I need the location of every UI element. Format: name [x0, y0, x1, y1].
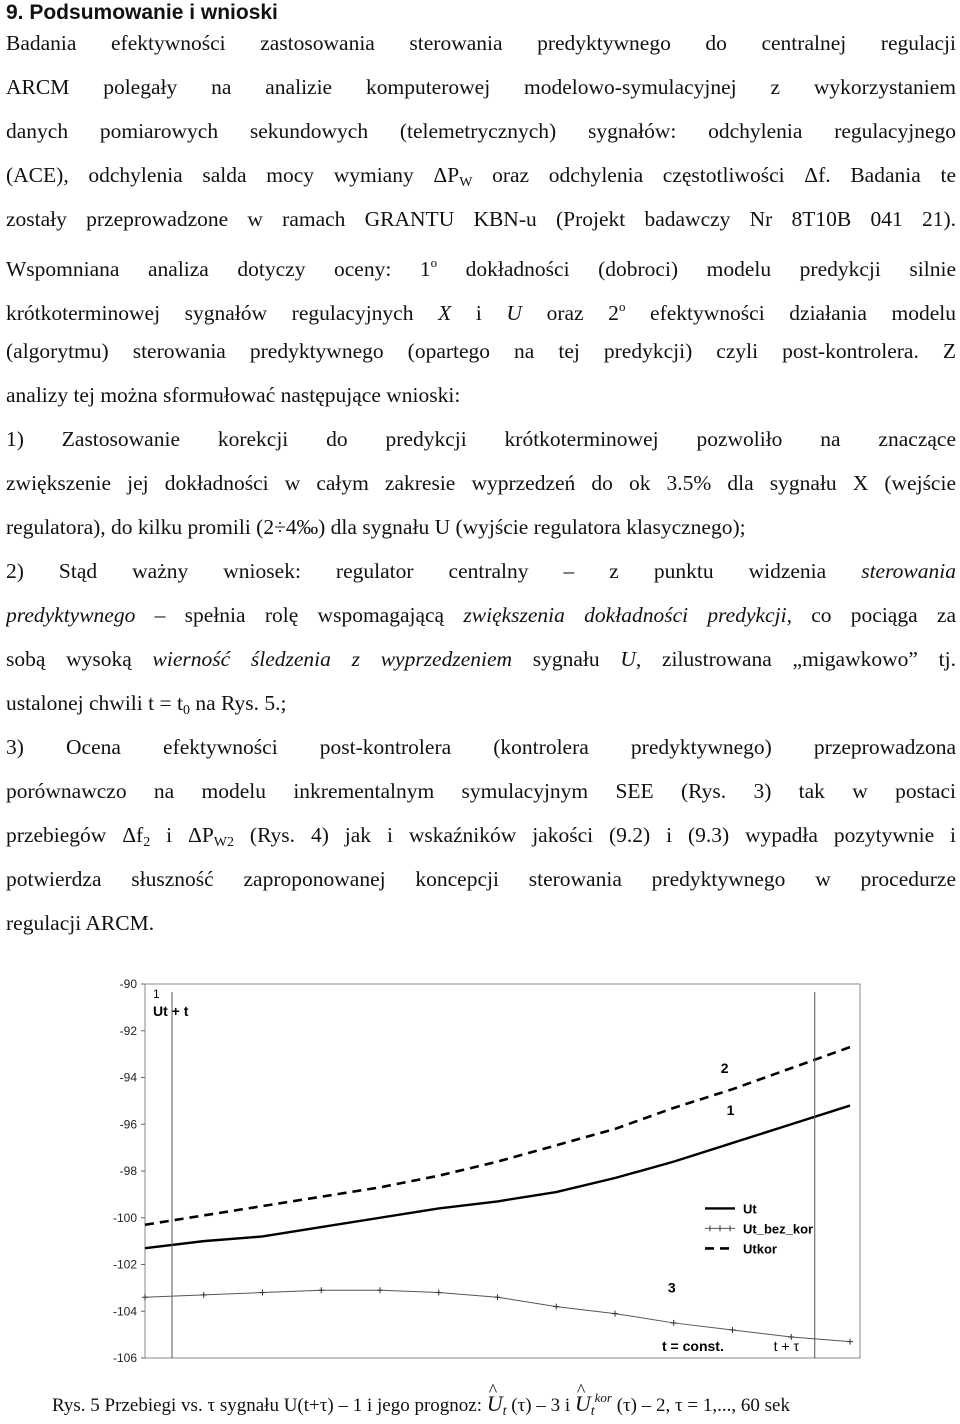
chart-annotation: 2: [720, 1059, 729, 1076]
chart-annotation: Ut + t: [153, 1003, 189, 1019]
chart-annotation: t = const.: [662, 1337, 724, 1354]
text-line: ARCM polegały na analizie komputerowej modelowo-symulacyjnej z wykorzystaniem: [6, 75, 956, 99]
chart-annotation: 1: [153, 987, 160, 1001]
text-line: regulatora), do kilku promili (2÷4‰) dla sygnału U (wyjście regulatora klasycznego);: [6, 515, 746, 539]
text-line: (ACE), odchylenia salda mocy wymiany $\Delta P_W$ oraz odchylenia częstotliwości Δf. Badania te: [6, 163, 956, 190]
plot-area: [145, 984, 860, 1358]
y-tick-label: -98: [119, 1164, 137, 1178]
chart-annotation: t + τ: [773, 1337, 799, 1354]
text-line: Badania efektywności zastosowania sterowania predyktywnego do centralnej regulacji: [6, 31, 956, 55]
y-tick-label: -96: [119, 1117, 137, 1132]
section-title: 9. Podsumowanie i wnioski: [6, 1, 278, 24]
list-item-1: 1) Zastosowanie korekcji do predykcji krótkoterminowej pozwoliło na znaczące: [6, 427, 956, 451]
paragraph-intro: [6, 21, 956, 945]
y-tick-label: -100: [112, 1210, 137, 1225]
y-tick-label: -92: [119, 1023, 137, 1038]
text-line: analizy tej można sformułować następujące wnioski:: [6, 383, 461, 407]
text-line: zwiększenie jej dokładności w całym zakresie wyprzedzeń do ok 3.5% dla sygnału X (wejście: [6, 471, 956, 495]
list-item-3: 3) Ocena efektywności post-kontrolera (kontrolera predyktywnego) przeprowadzona: [6, 735, 956, 759]
text-line: potwierdza słuszność zaproponowanej koncepcji sterowania predyktywnego w procedurze: [6, 867, 956, 891]
list-item-2: 2) Stąd ważny wniosek: regulator centralny – z punktu widzenia sterowania: [6, 559, 956, 583]
text-line: predyktywnego – spełnia rolę wspomagającą zwiększenia dokładności predykcji, co pociąga za: [6, 603, 956, 627]
chart-svg: [90, 968, 870, 1368]
text-line: przebiegów $\Delta f_2$ i $\Delta P_{W2}$ (Rys. 4) jak i wskaźników jakości (9.2) i (9.3) wypadła pozytywnie i: [6, 823, 956, 850]
text-line: sobą wysoką wierność śledzenia z wyprzedzeniem sygnału U, zilustrowana „migawkowo” tj.: [6, 647, 956, 671]
caption-u-hat: ^ U: [487, 1392, 503, 1416]
text-line: Wspomniana analiza dotyczy oceny: 1$^o$ dokładności (dobroci) modelu predykcji silnie: [6, 255, 956, 281]
text-line: regulacji ARCM.: [6, 911, 155, 935]
text-line: porównawczo na modelu inkrementalnym symulacyjnym SEE (Rys. 3) tak w postaci: [6, 779, 956, 803]
text-line: krótkoterminowej sygnałów regulacyjnych X i U oraz 2$^o$ efektywności działania modelu: [6, 299, 956, 325]
figure-5-chart: [90, 968, 870, 1368]
legend-label: Ut: [743, 1201, 757, 1217]
legend-label: Ut_bez_kor: [743, 1221, 814, 1237]
chart-annotation: 1: [726, 1101, 735, 1118]
y-tick-label: -106: [112, 1351, 137, 1365]
text-line: ustalonej chwili $t = t_0$ na Rys. 5.;: [6, 691, 287, 718]
y-tick-label: -104: [112, 1304, 137, 1319]
text-line: zostały przeprowadzone w ramach GRANTU KBN-u (Projekt badawczy Nr 8T10B 041 21).: [6, 207, 956, 231]
caption-u-hat-kor: ^ U: [575, 1392, 591, 1416]
chart-annotation: 3: [667, 1279, 676, 1296]
text-line: danych pomiarowych sekundowych (telemetrycznych) sygnałów: odchylenia regulacyjnego: [6, 119, 956, 143]
y-tick-label: -102: [112, 1257, 137, 1272]
text-line: (algorytmu) sterowania predyktywnego (opartego na tej predykcji) czyli post-kontrolera. Z: [6, 339, 956, 363]
y-tick-label: -90: [119, 977, 137, 991]
figure-caption: Rys. 5 Przebiegi vs. τ sygnału U(t+τ) – 1 i jego prognoz: ^ $U_t$ (τ) – 3 i ^ $U_t^{kor}$ (τ) – 2, τ = 1,..., 60 sek: [52, 1386, 942, 1424]
legend-label: Utkor: [743, 1241, 777, 1257]
y-tick-label: -94: [119, 1070, 137, 1085]
